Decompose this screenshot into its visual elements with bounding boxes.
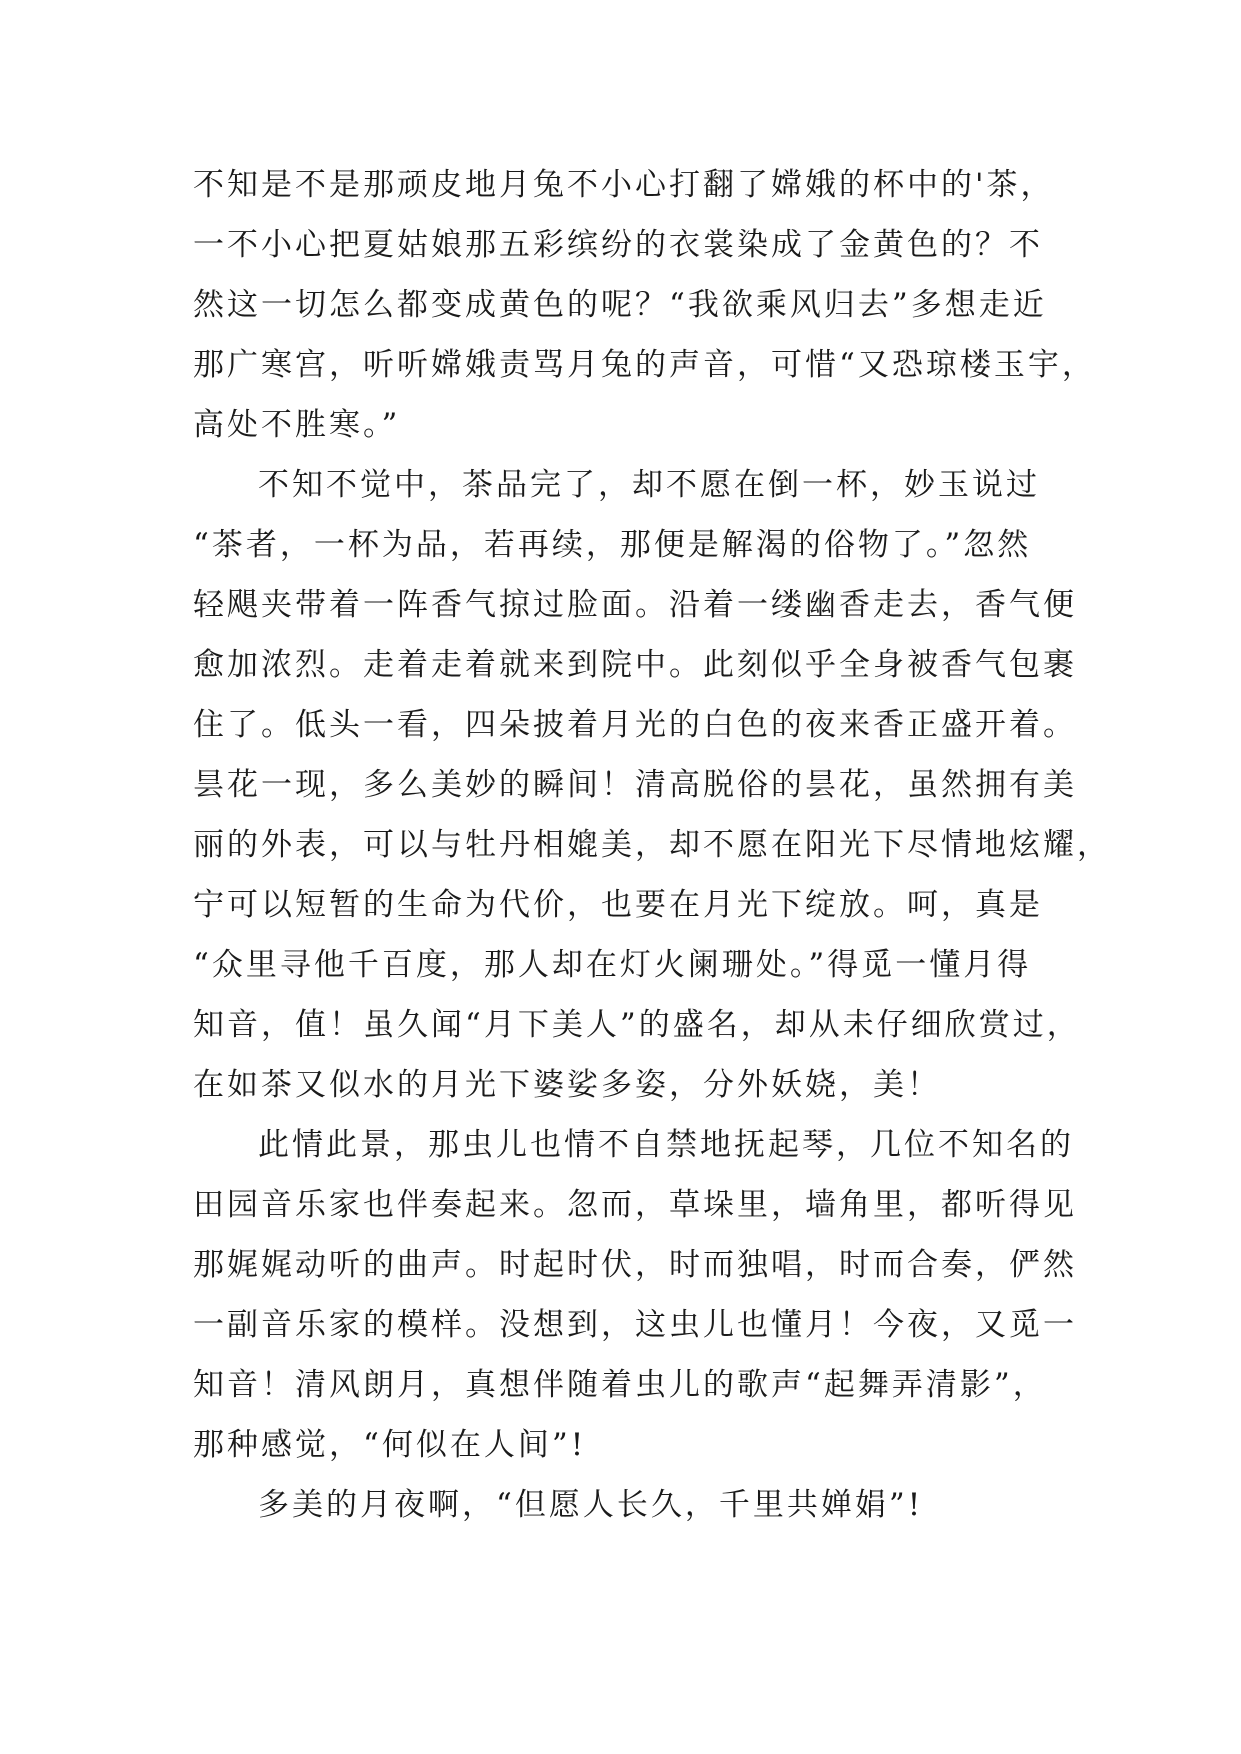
- text-line: “众里寻他千百度，那人却在灯火阑珊处。”得觅一懂月得: [193, 947, 1032, 983]
- text-line: 宁可以短暂的生命为代价，也要在月光下绽放。呵，真是: [193, 887, 1043, 923]
- text-line: 那广寒宫，听听嫦娥责骂月兔的声音，可惜“又恐琼楼玉宇，: [193, 347, 1096, 383]
- text-line: 昙花一现，多么美妙的瞬间！清高脱俗的昙花，虽然拥有美: [193, 767, 1077, 803]
- text-line: 那娓娓动听的曲声。时起时伏，时而独唱，时而合奏，俨然: [193, 1247, 1077, 1283]
- paragraph-first-line: 不知不觉中，茶品完了，却不愿在倒一杯，妙玉说过: [258, 467, 1040, 503]
- text-line: 一不小心把夏姑娘那五彩缤纷的衣裳染成了金黄色的？不: [193, 227, 1043, 263]
- text-line: “茶者，一杯为品，若再续，那便是解渴的俗物了。”忽然: [193, 527, 1032, 563]
- text-line: 知音！清风朗月，真想伴随着虫儿的歌声“起舞弄清影”，: [193, 1367, 1047, 1403]
- text-line: 高处不胜寒。”: [193, 407, 401, 443]
- text-line: 愈加浓烈。走着走着就来到院中。此刻似乎全身被香气包裹: [193, 647, 1077, 683]
- text-line: 田园音乐家也伴奏起来。忽而，草垛里，墙角里，都听得见: [193, 1187, 1077, 1223]
- text-line: 然这一切怎么都变成黄色的呢？“我欲乘风归去”多想走近: [193, 287, 1047, 323]
- text-line: 那种感觉，“何似在人间”!: [193, 1427, 587, 1463]
- paragraph-first-line: 多美的月夜啊，“但愿人长久，千里共婵娟”!: [258, 1487, 924, 1523]
- text-line: 知音，值！虽久闻“月下美人”的盛名，却从未仔细欣赏过，: [193, 1007, 1081, 1043]
- text-line: 在如茶又似水的月光下婆娑多姿，分外妖娆，美！: [193, 1067, 941, 1103]
- text-line: 一副音乐家的模样。没想到，这虫儿也懂月！今夜，又觅一: [193, 1307, 1077, 1343]
- text-line: 不知是不是那顽皮地月兔不小心打翻了嫦娥的杯中的'茶，: [193, 167, 1055, 203]
- text-line: 丽的外表，可以与牡丹相媲美，却不愿在阳光下尽情地炫耀，: [193, 827, 1111, 863]
- text-line: 住了。低头一看，四朵披着月光的白色的夜来香正盛开着。: [193, 707, 1077, 743]
- paragraph-first-line: 此情此景，那虫儿也情不自禁地抚起琴，几位不知名的: [258, 1127, 1074, 1163]
- text-line: 轻飓夹带着一阵香气掠过脸面。沿着一缕幽香走去，香气便: [193, 587, 1077, 623]
